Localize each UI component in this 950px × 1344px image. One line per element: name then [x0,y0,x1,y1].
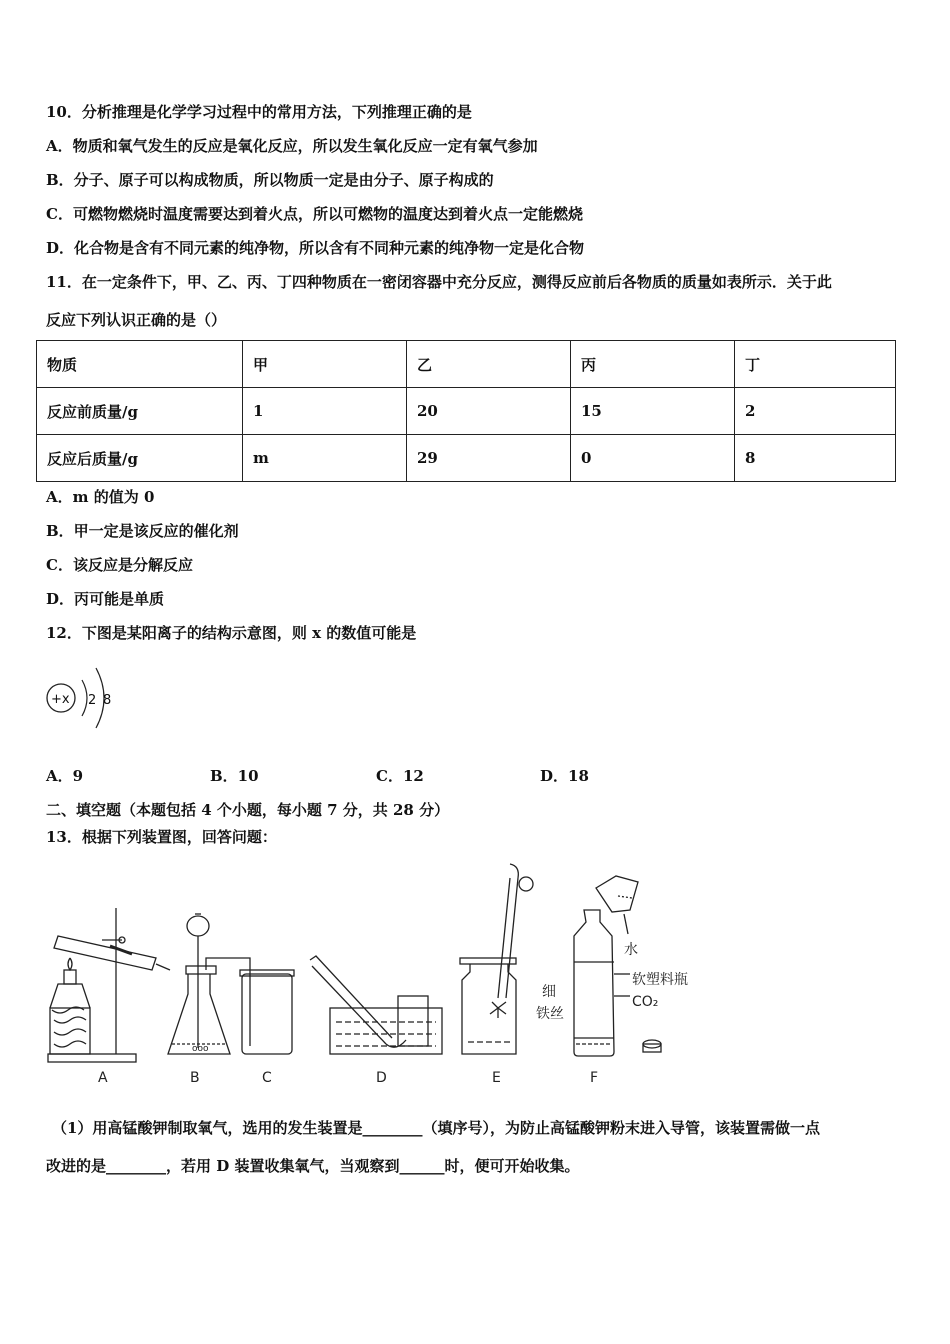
table-cell: 0 [571,435,735,482]
q13-part1-line1: （1）用高锰酸钾制取氧气，选用的发生装置是________（填序号），为防止高锰酸钾粉末进入导管，该装置需做一点 [52,1119,820,1137]
table-cell: 甲 [243,341,407,388]
q12-option-d: D．18 [540,767,589,785]
apparatus-e [460,864,564,1054]
label-co2: CO₂ [632,994,659,1010]
table-header-row [37,341,896,388]
q13-part1-line2: 改进的是________，若用 D 装置收集氧气，当观察到______时，便可开始收集。 [46,1157,580,1175]
q12-option-a: A．9 [46,767,84,785]
q10-stem: 10．分析推理是化学学习过程中的常用方法，下列推理正确的是 [46,103,472,121]
shell1-electrons: 2 [88,693,97,708]
label-wire-2: 铁丝 [536,1006,564,1022]
label-a: A [98,1070,108,1086]
nucleus-charge: +x [51,692,70,707]
label-d: D [376,1070,387,1086]
q10-option-a: A．物质和氧气发生的反应是氧化反应，所以发生氧化反应一定有氧气参加 [46,137,538,155]
table-cell: 8 [735,435,896,482]
table-cell: 20 [407,388,571,435]
label-e: E [492,1070,501,1086]
label-wire-1: 细 [542,984,556,1000]
label-plastic-bottle: 软塑料瓶 [632,972,688,988]
q11-mass-table [36,340,896,482]
apparatus-c [240,970,294,1054]
electron-shell-1 [82,680,87,716]
label-f: F [590,1070,599,1086]
table-cell: 2 [735,388,896,435]
q11-option-b: B．甲一定是该反应的催化剂 [46,522,239,540]
svg-text:ooo: ooo [192,1044,209,1054]
shell2-electrons: 8 [103,693,112,708]
q12-option-c: C．12 [376,767,424,785]
q11-option-a: A．m 的值为 0 [46,488,155,506]
q11-stem-line2: 反应下列认识正确的是（） [46,311,227,329]
table-row [37,388,896,435]
q10-option-c: C．可燃物燃烧时温度需要达到着火点，所以可燃物的温度达到着火点一定能燃烧 [46,205,583,223]
q13-stem: 13．根据下列装置图，回答问题： [46,828,277,846]
apparatus-a [48,908,170,1062]
ion-structure-diagram [40,650,130,744]
q12-option-b: B．10 [210,767,259,785]
q10-option-b: B．分子、原子可以构成物质，所以物质一定是由分子、原子构成的 [46,171,494,189]
table-cell: 1 [243,388,407,435]
apparatus-figure [40,858,720,1094]
q12-stem: 12．下图是某阳离子的结构示意图，则 x 的数值可能是 [46,624,417,642]
table-cell: m [243,435,407,482]
table-cell: 29 [407,435,571,482]
q11-option-d: D．丙可能是单质 [46,590,165,608]
apparatus-b [168,914,250,1054]
table-cell: 乙 [407,341,571,388]
table-cell: 反应后质量/g [37,435,243,482]
table-cell: 丙 [571,341,735,388]
apparatus-f [574,876,688,1056]
section2-title: 二、填空题（本题包括 4 个小题，每小题 7 分，共 28 分） [46,801,450,819]
label-c: C [262,1070,272,1086]
table-cell: 丁 [735,341,896,388]
label-water: 水 [624,942,638,958]
table-cell: 反应前质量/g [37,388,243,435]
apparatus-d [310,956,442,1054]
table-row [37,435,896,482]
q10-option-d: D．化合物是含有不同元素的纯净物，所以含有不同种元素的纯净物一定是化合物 [46,239,585,257]
q11-stem-line1: 11．在一定条件下，甲、乙、丙、丁四种物质在一密闭容器中充分反应，测得反应前后各物质的质量如表所示．关于此 [46,273,832,291]
table-cell: 15 [571,388,735,435]
label-b: B [190,1070,200,1086]
q11-option-c: C．该反应是分解反应 [46,556,193,574]
table-cell: 物质 [37,341,243,388]
